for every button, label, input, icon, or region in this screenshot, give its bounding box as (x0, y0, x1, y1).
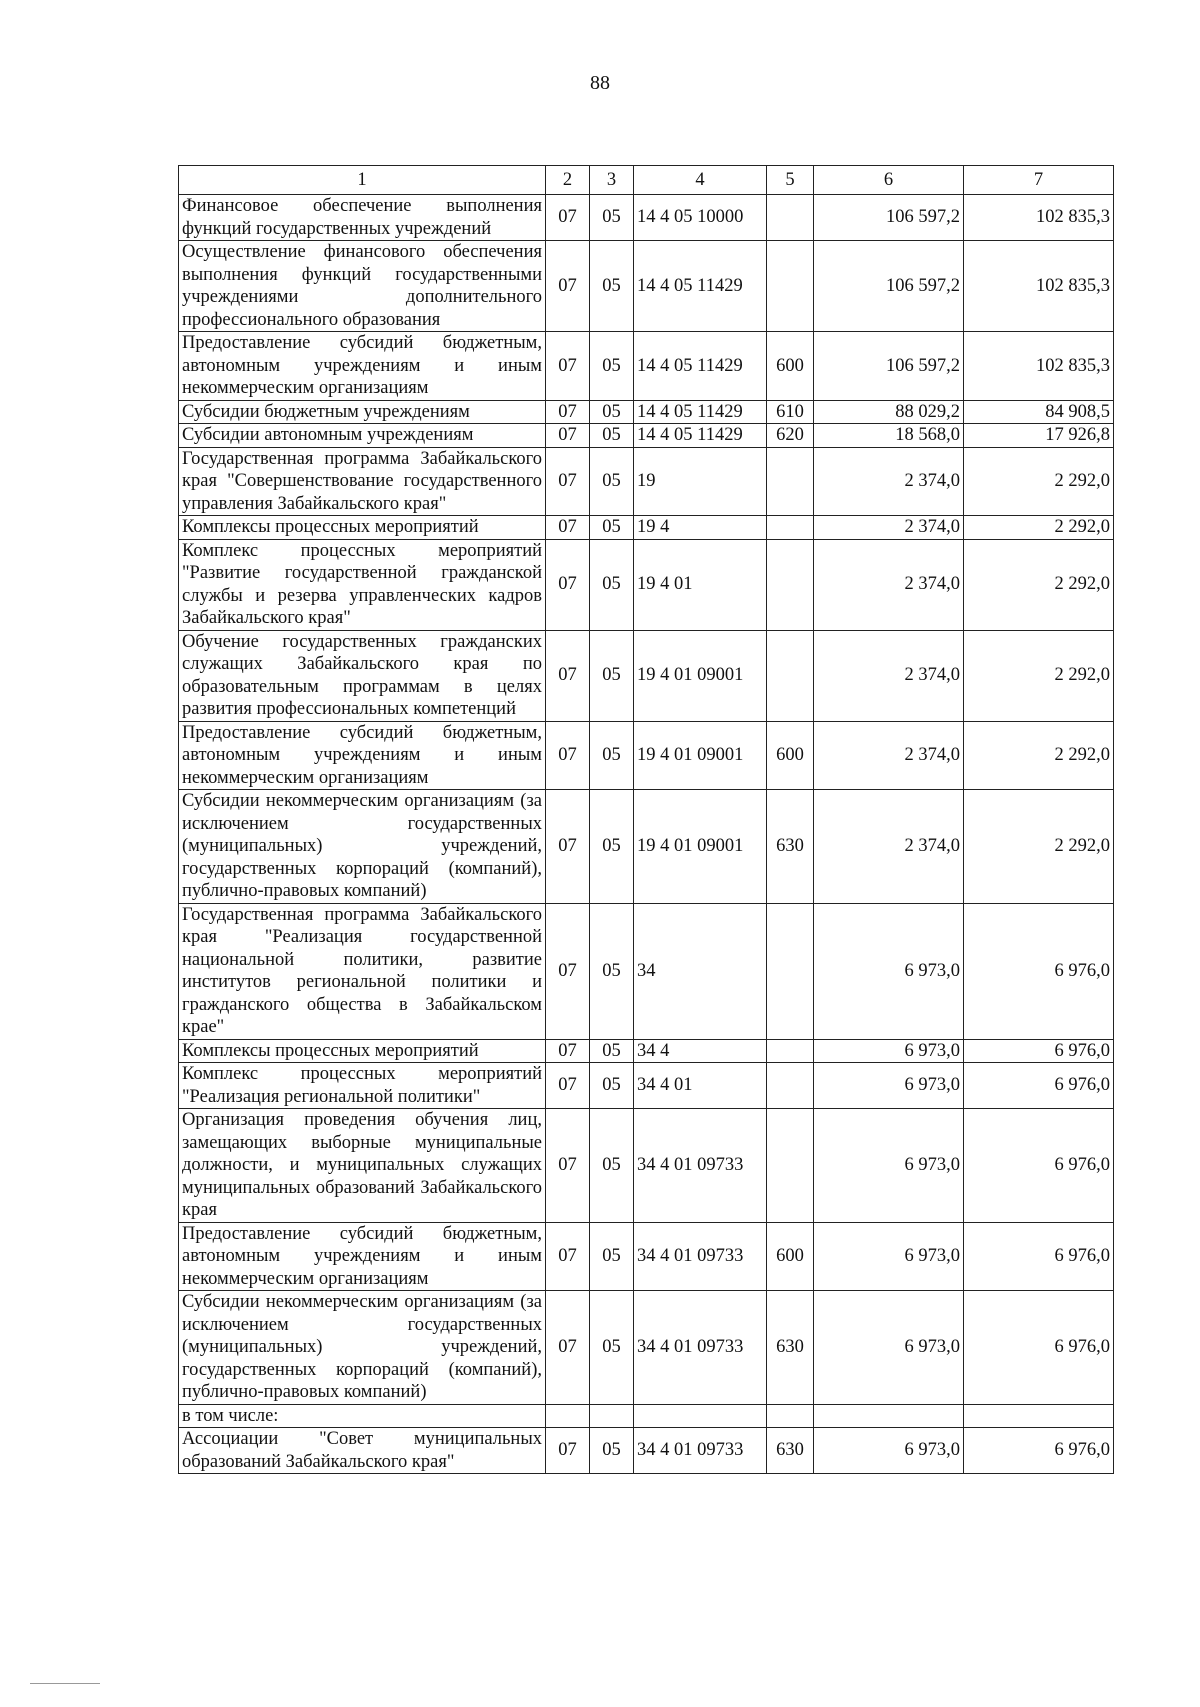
cell-c2: 07 (546, 424, 590, 448)
table-row (179, 1222, 1114, 1291)
cell-c7: 2 292,0 (964, 790, 1114, 904)
cell-c2: 07 (546, 1222, 590, 1291)
cell-c5 (767, 195, 814, 241)
cell-name: Государственная программа Забайкальского края "Совершенствование государственного управления Забайкальского края" (179, 447, 546, 516)
cell-name: Комплекс процессных мероприятий "Реализация региональной политики" (179, 1063, 546, 1109)
cell-c3: 05 (590, 195, 634, 241)
cell-c7: 2 292,0 (964, 447, 1114, 516)
cell-name: Государственная программа Забайкальского края "Реализация государственной национальной политики, развитие институтов региональной политики и гражданского общества в Забайкальском крае" (179, 903, 546, 1039)
cell-c4: 19 4 01 09001 (634, 790, 767, 904)
cell-name: Комплекс процессных мероприятий "Развитие государственной гражданской службы и резерва управленческих кадров Забайкальского края" (179, 539, 546, 630)
cell-name: в том числе: (179, 1404, 546, 1428)
cell-c7: 2 292,0 (964, 630, 1114, 721)
cell-c3: 05 (590, 721, 634, 790)
cell-c7: 6 976,0 (964, 903, 1114, 1039)
cell-c2: 07 (546, 903, 590, 1039)
header-cell: 7 (964, 166, 1114, 195)
table-row (179, 721, 1114, 790)
cell-c2: 07 (546, 1109, 590, 1223)
cell-name: Обучение государственных гражданских служащих Забайкальского края по образовательным программам в целях развития профессиональных компетенций (179, 630, 546, 721)
table-row (179, 539, 1114, 630)
cell-c2: 07 (546, 1291, 590, 1405)
cell-c7: 102 835,3 (964, 332, 1114, 401)
cell-c6: 2 374,0 (814, 721, 964, 790)
cell-c3: 05 (590, 630, 634, 721)
cell-c2: 07 (546, 195, 590, 241)
table-row (179, 447, 1114, 516)
cell-c7: 6 976,0 (964, 1109, 1114, 1223)
cell-c6: 106 597,2 (814, 195, 964, 241)
cell-c7: 2 292,0 (964, 516, 1114, 540)
cell-c5 (767, 903, 814, 1039)
cell-c3: 05 (590, 1039, 634, 1063)
cell-c6: 106 597,2 (814, 332, 964, 401)
cell-c4: 19 4 01 09001 (634, 721, 767, 790)
cell-c2: 07 (546, 332, 590, 401)
table-row (179, 1109, 1114, 1223)
cell-c5 (767, 539, 814, 630)
cell-c3: 05 (590, 400, 634, 424)
table-row (179, 790, 1114, 904)
table-row (179, 903, 1114, 1039)
cell-c4 (634, 1404, 767, 1428)
cell-c2: 07 (546, 721, 590, 790)
cell-c5: 600 (767, 332, 814, 401)
cell-c6: 6 973,0 (814, 1039, 964, 1063)
cell-c4: 14 4 05 11429 (634, 332, 767, 401)
table-row (179, 1039, 1114, 1063)
cell-name: Субсидии некоммерческим организациям (за исключением государственных (муниципальных) учреждений, государственных корпораций (компаний), публично-правовых компаний) (179, 1291, 546, 1405)
budget-table (178, 165, 1114, 1474)
cell-c7: 6 976,0 (964, 1428, 1114, 1474)
cell-c7: 2 292,0 (964, 721, 1114, 790)
cell-c5: 630 (767, 790, 814, 904)
page-number: 88 (590, 72, 610, 94)
cell-c3: 05 (590, 790, 634, 904)
table-row (179, 630, 1114, 721)
cell-c7: 6 976,0 (964, 1222, 1114, 1291)
cell-c7: 17 926,8 (964, 424, 1114, 448)
cell-c4: 34 4 (634, 1039, 767, 1063)
cell-c3: 05 (590, 1063, 634, 1109)
cell-name: Субсидии бюджетным учреждениям (179, 400, 546, 424)
cell-c5: 600 (767, 721, 814, 790)
cell-c2: 07 (546, 400, 590, 424)
table-row (179, 195, 1114, 241)
header-row (179, 166, 1114, 195)
cell-c3: 05 (590, 903, 634, 1039)
cell-c3: 05 (590, 1222, 634, 1291)
cell-c2 (546, 1404, 590, 1428)
cell-c6: 2 374,0 (814, 447, 964, 516)
cell-name: Организация проведения обучения лиц, замещающих выборные муниципальные должности, и муниципальных служащих муниципальных образований Забайкальского края (179, 1109, 546, 1223)
cell-c5: 620 (767, 424, 814, 448)
cell-c5: 600 (767, 1222, 814, 1291)
cell-c3: 05 (590, 539, 634, 630)
cell-c3 (590, 1404, 634, 1428)
cell-c6: 2 374,0 (814, 539, 964, 630)
cell-name: Предоставление субсидий бюджетным, автономным учреждениям и иным некоммерческим организациям (179, 1222, 546, 1291)
cell-c6: 6 973,0 (814, 1222, 964, 1291)
cell-name: Финансовое обеспечение выполнения функций государственных учреждений (179, 195, 546, 241)
scan-line (30, 1683, 100, 1684)
cell-c7: 2 292,0 (964, 539, 1114, 630)
cell-c4: 34 4 01 09733 (634, 1291, 767, 1405)
cell-c4: 34 (634, 903, 767, 1039)
cell-name: Осуществление финансового обеспечения выполнения функций государственными учреждениями дополнительного профессионального образования (179, 241, 546, 332)
cell-c7: 84 908,5 (964, 400, 1114, 424)
cell-c2: 07 (546, 790, 590, 904)
cell-c4: 19 (634, 447, 767, 516)
cell-c5 (767, 1109, 814, 1223)
cell-c6 (814, 1404, 964, 1428)
cell-c4: 34 4 01 09733 (634, 1222, 767, 1291)
cell-c4: 14 4 05 11429 (634, 241, 767, 332)
header-cell: 6 (814, 166, 964, 195)
cell-c3: 05 (590, 332, 634, 401)
cell-c6: 2 374,0 (814, 516, 964, 540)
cell-c5 (767, 1404, 814, 1428)
cell-c2: 07 (546, 1039, 590, 1063)
table-row (179, 1291, 1114, 1405)
cell-c4: 19 4 (634, 516, 767, 540)
cell-c3: 05 (590, 424, 634, 448)
cell-c3: 05 (590, 1291, 634, 1405)
cell-c6: 6 973,0 (814, 1109, 964, 1223)
cell-c6: 2 374,0 (814, 790, 964, 904)
table-row (179, 1404, 1114, 1428)
cell-c7: 6 976,0 (964, 1063, 1114, 1109)
cell-c6: 88 029,2 (814, 400, 964, 424)
cell-c7: 102 835,3 (964, 195, 1114, 241)
cell-c4: 19 4 01 (634, 539, 767, 630)
cell-c7: 6 976,0 (964, 1039, 1114, 1063)
cell-c2: 07 (546, 630, 590, 721)
cell-c3: 05 (590, 516, 634, 540)
cell-name: Комплексы процессных мероприятий (179, 1039, 546, 1063)
cell-c3: 05 (590, 1109, 634, 1223)
cell-c6: 6 973,0 (814, 1428, 964, 1474)
header-cell: 2 (546, 166, 590, 195)
cell-c5: 610 (767, 400, 814, 424)
cell-c2: 07 (546, 241, 590, 332)
cell-c4: 14 4 05 11429 (634, 400, 767, 424)
cell-name: Ассоциации "Совет муниципальных образований Забайкальского края" (179, 1428, 546, 1474)
cell-c4: 14 4 05 11429 (634, 424, 767, 448)
table-row (179, 400, 1114, 424)
cell-c5 (767, 1063, 814, 1109)
cell-c4: 34 4 01 09733 (634, 1109, 767, 1223)
cell-c3: 05 (590, 1428, 634, 1474)
cell-c2: 07 (546, 1063, 590, 1109)
header-cell: 1 (179, 166, 546, 195)
cell-c5 (767, 1039, 814, 1063)
table-row (179, 516, 1114, 540)
cell-c5 (767, 447, 814, 516)
cell-name: Предоставление субсидий бюджетным, автономным учреждениям и иным некоммерческим организациям (179, 332, 546, 401)
cell-c6: 2 374,0 (814, 630, 964, 721)
table-row (179, 1063, 1114, 1109)
cell-name: Субсидии автономным учреждениям (179, 424, 546, 448)
table-body (179, 195, 1114, 1474)
table-row (179, 332, 1114, 401)
cell-c5 (767, 516, 814, 540)
header-cell: 3 (590, 166, 634, 195)
cell-c2: 07 (546, 516, 590, 540)
cell-c3: 05 (590, 241, 634, 332)
cell-c5 (767, 630, 814, 721)
cell-c2: 07 (546, 539, 590, 630)
table-row (179, 241, 1114, 332)
cell-c6: 6 973,0 (814, 1291, 964, 1405)
header-cell: 4 (634, 166, 767, 195)
cell-c7: 102 835,3 (964, 241, 1114, 332)
cell-c6: 6 973,0 (814, 1063, 964, 1109)
cell-c7 (964, 1404, 1114, 1428)
cell-c4: 14 4 05 10000 (634, 195, 767, 241)
cell-c6: 18 568,0 (814, 424, 964, 448)
cell-c3: 05 (590, 447, 634, 516)
cell-c2: 07 (546, 1428, 590, 1474)
cell-c2: 07 (546, 447, 590, 516)
cell-c4: 34 4 01 (634, 1063, 767, 1109)
cell-c7: 6 976,0 (964, 1291, 1114, 1405)
cell-c6: 6 973,0 (814, 903, 964, 1039)
cell-name: Комплексы процессных мероприятий (179, 516, 546, 540)
cell-c4: 34 4 01 09733 (634, 1428, 767, 1474)
cell-name: Субсидии некоммерческим организациям (за исключением государственных (муниципальных) учреждений, государственных корпораций (компаний), публично-правовых компаний) (179, 790, 546, 904)
cell-c6: 106 597,2 (814, 241, 964, 332)
cell-c5: 630 (767, 1428, 814, 1474)
table-row (179, 1428, 1114, 1474)
header-cell: 5 (767, 166, 814, 195)
cell-c5: 630 (767, 1291, 814, 1405)
cell-name: Предоставление субсидий бюджетным, автономным учреждениям и иным некоммерческим организациям (179, 721, 546, 790)
cell-c4: 19 4 01 09001 (634, 630, 767, 721)
cell-c5 (767, 241, 814, 332)
table-row (179, 424, 1114, 448)
